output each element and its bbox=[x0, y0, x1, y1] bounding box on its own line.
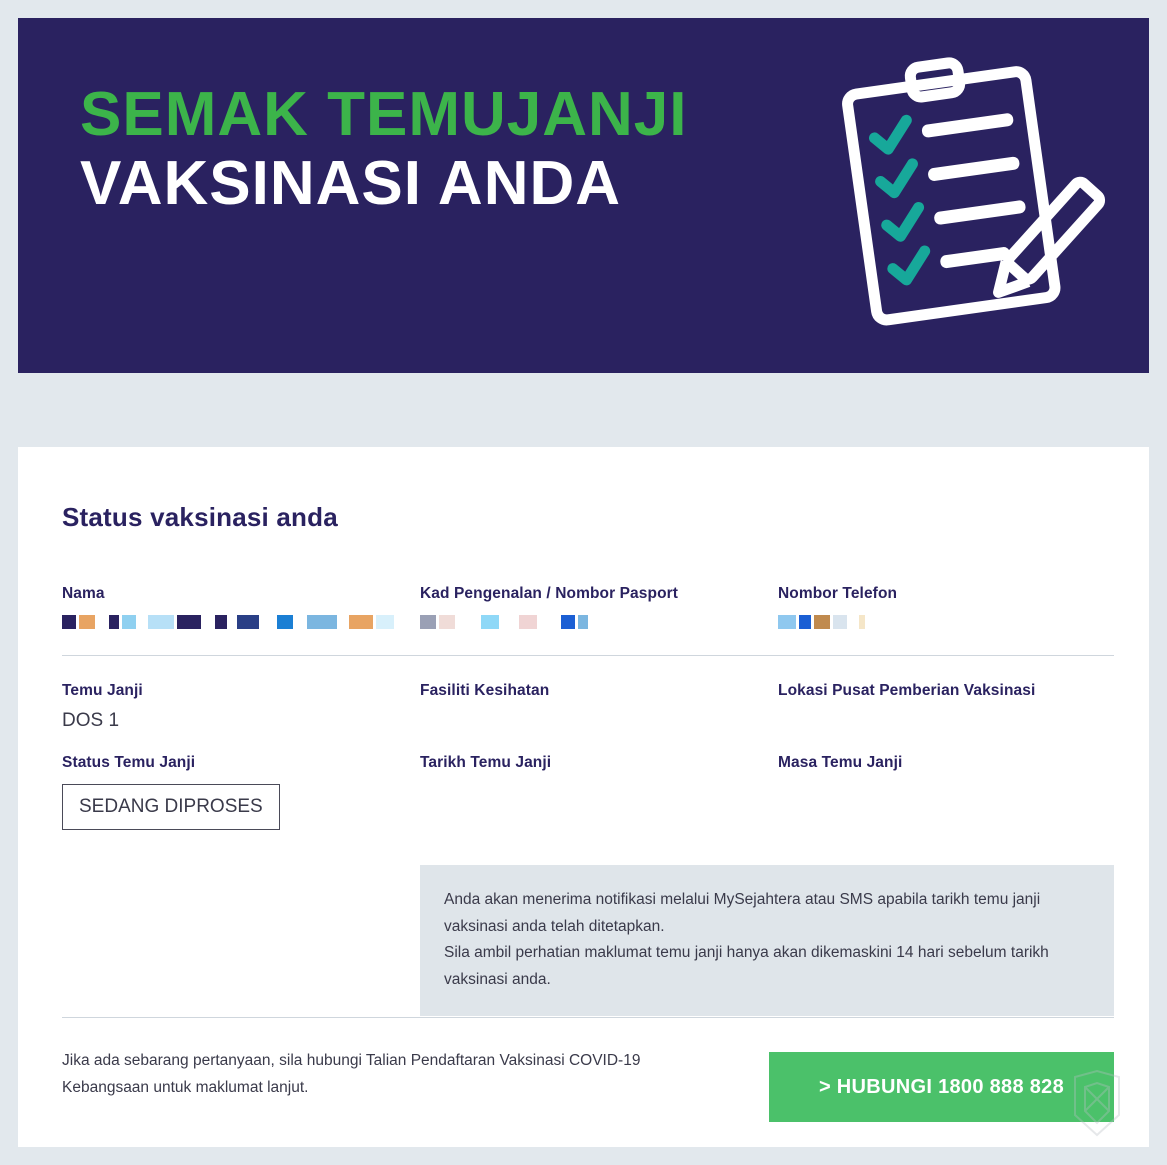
redacted-value-nama bbox=[62, 615, 420, 629]
status-details-row bbox=[62, 754, 1114, 830]
details-grid bbox=[62, 585, 1114, 830]
status-card bbox=[18, 447, 1149, 1147]
field-value-masa-temu-janji bbox=[778, 782, 1114, 804]
field-value-temu-janji: DOS 1 bbox=[62, 710, 120, 731]
field-label-nombor-telefon: Nombor Telefon bbox=[778, 585, 898, 602]
field-label-status-temu-janji: Status Temu Janji bbox=[62, 754, 196, 771]
info-notice-line-2: Sila ambil perhatian maklumat temu janji hanya akan dikemaskini 14 hari sebelum tarikh vaksinasi anda. bbox=[444, 944, 1049, 988]
field-value-fasiliti-kesihatan bbox=[420, 710, 778, 732]
field-fasiliti-kesihatan bbox=[420, 682, 778, 732]
hero-banner bbox=[18, 18, 1149, 373]
field-value-tarikh-temu-janji bbox=[420, 782, 778, 804]
hero-heading bbox=[80, 80, 688, 219]
hero-title-line-2: VAKSINASI ANDA bbox=[80, 149, 622, 219]
field-label-kad-pengenalan: Kad Pengenalan / Nombor Pasport bbox=[420, 585, 679, 602]
divider-top bbox=[62, 655, 1114, 656]
field-nama bbox=[62, 585, 420, 629]
hero-title-line-1: SEMAK TEMUJANJI bbox=[80, 80, 688, 149]
appointment-details-row bbox=[62, 682, 1114, 732]
info-notice bbox=[420, 865, 1114, 1016]
field-label-temu-janji: Temu Janji bbox=[62, 682, 143, 699]
redacted-value-kad-pengenalan bbox=[420, 615, 778, 629]
field-temu-janji bbox=[62, 682, 420, 732]
info-notice-line-1: Anda akan menerima notifikasi melalui MySejahtera atau SMS apabila tarikh temu janji vaksinasi anda telah ditetapkan. bbox=[444, 891, 1041, 935]
call-hotline-button[interactable]: > HUBUNGI 1800 888 828 bbox=[769, 1052, 1114, 1122]
page-title: Status vaksinasi anda bbox=[62, 502, 338, 532]
clipboard-checklist-pencil-icon bbox=[819, 48, 1109, 338]
field-kad-pengenalan bbox=[420, 585, 778, 629]
field-value-lokasi-pusat bbox=[778, 710, 1114, 732]
divider-footer bbox=[62, 1017, 1114, 1018]
field-label-fasiliti-kesihatan: Fasiliti Kesihatan bbox=[420, 682, 550, 699]
field-label-masa-temu-janji: Masa Temu Janji bbox=[778, 754, 903, 771]
personal-details-row bbox=[62, 585, 1114, 629]
status-badge: SEDANG DIPROSES bbox=[62, 784, 280, 830]
field-nombor-telefon bbox=[778, 585, 1114, 629]
field-label-tarikh-temu-janji: Tarikh Temu Janji bbox=[420, 754, 552, 771]
footer-help-text: Jika ada sebarang pertanyaan, sila hubungi Talian Pendaftaran Vaksinasi COVID-19 Kebangsaan untuk maklumat lanjut. bbox=[62, 1052, 641, 1097]
field-label-nama: Nama bbox=[62, 585, 105, 602]
redacted-value-nombor-telefon bbox=[778, 615, 1114, 629]
field-tarikh-temu-janji bbox=[420, 754, 778, 830]
mysejahtera-watermark-icon bbox=[1067, 1069, 1127, 1139]
field-lokasi-pusat bbox=[778, 682, 1114, 732]
field-masa-temu-janji bbox=[778, 754, 1114, 830]
field-status-temu-janji bbox=[62, 754, 420, 830]
field-label-lokasi-pusat: Lokasi Pusat Pemberian Vaksinasi bbox=[778, 682, 1036, 699]
